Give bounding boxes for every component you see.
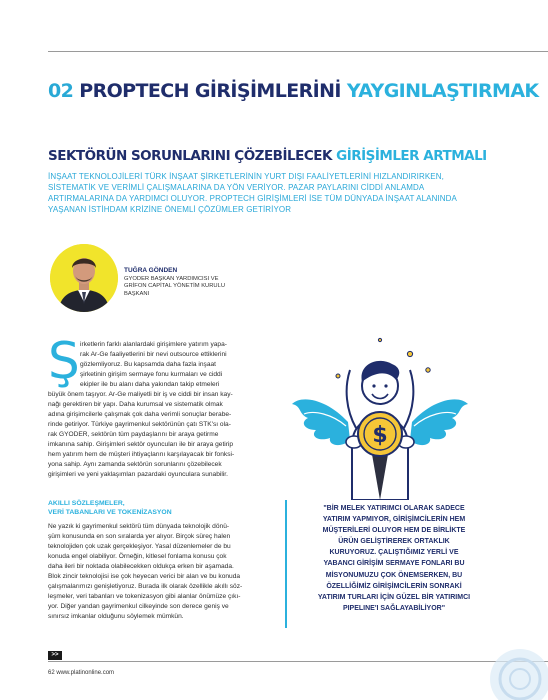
body-line: gözlemliyoruz. Bu kapsamda daha fazla inşaat xyxy=(80,361,216,369)
quote-line: PIPELINE'I SAĞLAYABİLİYOR" xyxy=(342,604,446,612)
author-name: TUĞRA GÖNDEN xyxy=(124,267,178,274)
quote-line: YATIRIM TURLARI İÇİN GÜZEL BİR YATIRIMCI xyxy=(317,593,471,601)
section-title-dark: PROPTECH GİRİŞİMLERİNİ xyxy=(79,80,341,102)
quote-line: MÜŞTERİLERİ OLUYOR HEM DE BİRLİKTE xyxy=(322,527,466,535)
body-line: şirketinin girişim sermaye fonu kurmaları ve ciddi xyxy=(80,371,223,379)
footer-page-number: 62 www.platinonline.com xyxy=(48,670,115,676)
footer-arrow-tag: >> xyxy=(48,651,62,660)
body-line: irketlerin farklı alanlardaki girişimlere yatırım yapa- xyxy=(80,341,227,348)
body-line: daha ileri bir noktada olabilecekken oldukça erken bir aşamada. xyxy=(48,563,234,571)
top-rule xyxy=(48,51,548,52)
lead-line: İNŞAAT TEKNOLOJİLERİ TÜRK İNŞAAT ŞİRKETLERİNİN YURT DIŞI FAALİYETLERİNİ HIZLANDIRIRKEN, xyxy=(48,172,444,181)
quote-accent-bar xyxy=(285,500,287,628)
body-line: rak Ar-Ge faaliyetlerini bir nevi outsource ettiklerini xyxy=(80,351,227,359)
quote-line: MİSYONUMUZU ÇOK ÖNEMSERKEN, BU xyxy=(325,571,463,579)
quote-line: ÖZELLİĞİMİZ GİRİŞİMCİLERİN SONRAKİ xyxy=(326,582,462,590)
author-role xyxy=(124,276,244,298)
author-photo xyxy=(50,244,118,312)
footer-rule xyxy=(48,661,548,662)
body-line: yona sahip. Aynı zamanda sektörün sorunlarını çözebilecek xyxy=(48,461,222,469)
subheading-line: AKILLI SÖZLEŞMELER, xyxy=(48,500,125,507)
body-line: imkanına sahip. Girişimleri sektör oyuncuları ile bir araya getirip xyxy=(48,441,234,449)
headline-dark: SEKTÖRÜN SORUNLARINI ÇÖZEBİLECEK xyxy=(48,148,332,164)
drop-cap: Ş xyxy=(48,332,80,390)
quote-line: YABANCI GİRİŞİM SERMAYE FONLARI BU xyxy=(323,560,465,568)
body-paragraph-2 xyxy=(48,522,270,622)
body-line: büyük önem taşıyor. Ar-Ge maliyetli bir iş ve ciddi bir insan kay- xyxy=(48,391,233,398)
pull-quote xyxy=(294,503,494,614)
body-line: Ne yazık ki gayrimenkul sektörü tüm dünyada teknolojik dönü- xyxy=(48,523,230,530)
lead-paragraph xyxy=(48,171,508,215)
quote-line: KURUYORUZ. ÇALIŞTIĞIMIZ YERLİ VE xyxy=(329,549,459,557)
corner-decoration xyxy=(476,635,548,700)
quote-line: YATIRIM YAPMIYOR, GİRİŞİMCİLERİN HEM xyxy=(322,516,466,524)
dollar-coin-icon xyxy=(358,412,402,456)
body-line: yor. Diğer yandan gayrimenkul cilkeyinde son derece geniş ve xyxy=(48,603,229,611)
body-line: sınırsız imkanlar olduğunu söylemek mümkün. xyxy=(48,613,184,621)
body-line: adına girişimcilerle çalışmak çok daha verimli sonuçlar berabe- xyxy=(48,411,232,419)
svg-text:$: $ xyxy=(372,423,388,448)
body-line: şüm konusunda en son sıralarda yer alıyor. Birçok süreç halen xyxy=(48,533,231,541)
angel-investor-illustration xyxy=(288,330,472,500)
section-title xyxy=(48,80,539,102)
section-title-light: YAYGINLAŞTIRMAK xyxy=(346,80,539,102)
body-paragraph-intro xyxy=(80,340,270,390)
body-line: leşmeler, veri tabanları ve tokenizasyon gibi alanlar önümüze çıkı- xyxy=(48,593,241,601)
body-line: ekipler ile bu alanı daha yakından takip etmeleri xyxy=(80,381,220,389)
lead-line: ARTIRMALARINA DA YARDIMCI OLUYOR. PROPTECH GİRİŞİMLERİ İSE TÜM DÜNYADA İNŞAAT ALANINDA xyxy=(48,194,457,203)
body-line: girişimleri ve yeni yaklaşımları pazardaki oyunculara sunabilir. xyxy=(48,471,228,479)
body-line: rak GYODER, sektörün tüm paydaşlarını bir araya getirme xyxy=(48,431,219,439)
lead-line: SİSTEMATİK VE VERİMLİ ÇALIŞMALARINA DA YÖN VERİYOR. PAZAR PAYLARINI CİDDİ ANLAMDA xyxy=(48,183,425,192)
section-number: 02 xyxy=(48,80,74,102)
quote-line: ÜRÜN GELİŞTİREREK ORTAKLIK xyxy=(338,538,450,546)
lead-line: YAŞANAN İSTİHDAM KRİZİNE ÖNEMLİ ÇÖZÜMLER GETİRİYOR xyxy=(48,205,292,214)
body-line: hem yatırım hem de müşteri ihtiyaçlarını karşılayacak bir fonksi- xyxy=(48,451,235,459)
body-paragraph-1 xyxy=(48,390,270,480)
quote-line: "BİR MELEK YATIRIMCI OLARAK SADECE xyxy=(323,505,465,512)
subheading-line: VERİ TABANLARI VE TOKENİZASYON xyxy=(48,509,172,516)
body-line: çalışmalarımızı genişletiyoruz. Burada ilk olarak özellikle akıllı söz- xyxy=(48,583,243,591)
author-role-line: BAŞKANI xyxy=(124,290,150,297)
body-line: nağı gerektiren bir yapı. Daha kurumsal ve sistematik olmak xyxy=(48,401,223,409)
body-subheading xyxy=(48,499,172,517)
article-headline xyxy=(48,148,487,164)
body-line: konuda engel olabiliyor. Örneğin, kitlesel fonlama konusu çok xyxy=(48,553,227,561)
author-role-line: GYODER BAŞKAN YARDIMCISI VE xyxy=(124,276,219,282)
body-line: rinde getiriyor. Türkiye gayrimenkul sektörünün çatı STK'sı ola- xyxy=(48,421,231,429)
headline-light: GİRİŞİMLER ARTMALI xyxy=(336,148,487,164)
body-line: teknolojiden çok uzak gerçekleşiyor. Yasal düzenlemeler de bu xyxy=(48,543,231,551)
body-line: Blok zincir teknolojisi ise çok heyecan verici bir alan ve bu konuda xyxy=(48,573,241,581)
author-role-line: GRİFON CAPİTAL YÖNETİM KURULU xyxy=(124,283,226,290)
